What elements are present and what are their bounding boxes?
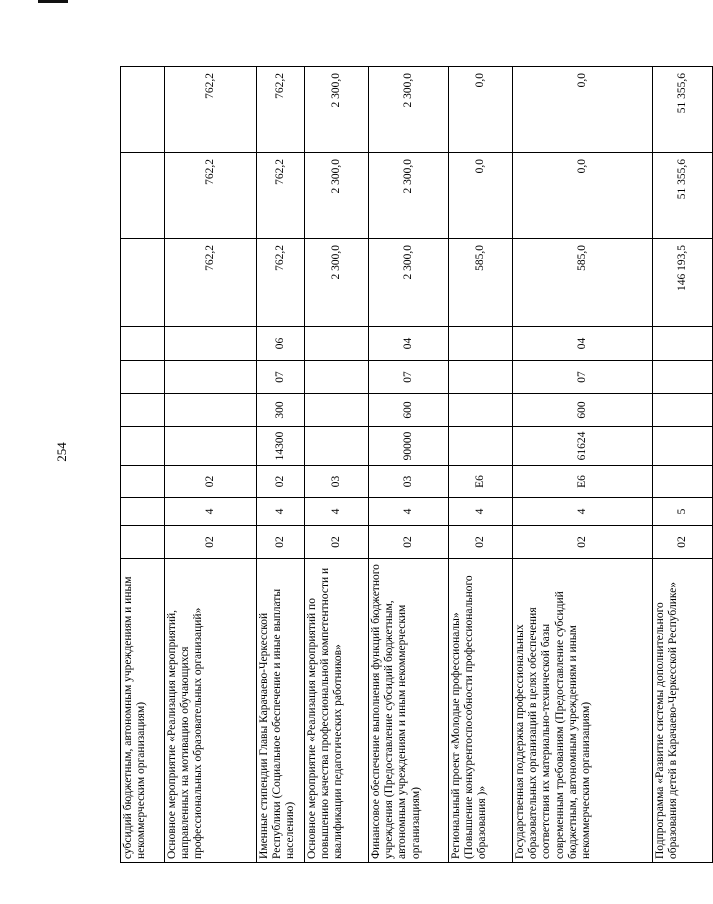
activity-code-cell: 03 xyxy=(305,466,369,498)
row-name-cell: Финансовое обеспечение выполнения функций бюджетного учреждения (Предоставление субсидий бюджетным, автономным учреждениям и иным некоммерческим организациям) xyxy=(369,559,449,863)
expense-type-cell: 300 xyxy=(257,394,305,427)
direction-code-cell: 90000 xyxy=(369,427,449,466)
value-year-3-cell: 0,0 xyxy=(513,67,653,153)
value-year-1-cell: 2 300,0 xyxy=(369,239,449,327)
section-cell: 07 xyxy=(513,361,653,394)
direction-code-cell: 61624 xyxy=(513,427,653,466)
value-year-3-cell xyxy=(121,67,165,153)
program-code-cell: 02 xyxy=(369,526,449,559)
activity-code-cell: 02 xyxy=(257,466,305,498)
row-name-cell: Именные стипендии Главы Карачаево-Черкесской Республики (Социальное обеспечение и иные выплаты населению) xyxy=(257,559,305,863)
subprogram-code-cell: 4 xyxy=(369,498,449,526)
subsection-cell: 04 xyxy=(369,327,449,361)
value-year-3-cell: 2 300,0 xyxy=(369,67,449,153)
program-code-cell: 02 xyxy=(257,526,305,559)
value-year-3-cell: 762,2 xyxy=(257,67,305,153)
value-year-2-cell: 0,0 xyxy=(513,153,653,239)
section-cell xyxy=(305,361,369,394)
section-cell: 07 xyxy=(369,361,449,394)
table-row xyxy=(653,67,713,863)
value-year-1-cell: 762,2 xyxy=(165,239,257,327)
row-name-cell: субсидий бюджетным, автономным учреждениям и иным некоммерческим организациям) xyxy=(121,559,165,863)
value-year-1-cell: 585,0 xyxy=(513,239,653,327)
table-row xyxy=(513,67,653,863)
subprogram-code-cell: 4 xyxy=(305,498,369,526)
row-name-cell: Государственная поддержка профессиональных образовательных организаций в целях обеспечения соответствия их материально-технической базы современным требованиям (Предоставление субсидий бюджетным, автономным учреждениям и иным некоммерческим организациям) xyxy=(513,559,653,863)
activity-code-cell xyxy=(121,466,165,498)
subsection-cell: 06 xyxy=(257,327,305,361)
subsection-cell: 04 xyxy=(513,327,653,361)
value-year-1-cell xyxy=(121,239,165,327)
program-code-cell: 02 xyxy=(513,526,653,559)
value-year-2-cell: 51 355,6 xyxy=(653,153,713,239)
value-year-2-cell: 762,2 xyxy=(257,153,305,239)
subsection-cell xyxy=(121,327,165,361)
table-row xyxy=(305,67,369,863)
subprogram-code-cell xyxy=(121,498,165,526)
value-year-1-cell: 762,2 xyxy=(257,239,305,327)
value-year-3-cell: 0,0 xyxy=(449,67,513,153)
subprogram-code-cell: 5 xyxy=(653,498,713,526)
section-cell xyxy=(653,361,713,394)
activity-code-cell: 02 xyxy=(165,466,257,498)
table-body xyxy=(121,67,713,863)
section-cell xyxy=(165,361,257,394)
program-code-cell: 02 xyxy=(165,526,257,559)
activity-code-cell xyxy=(653,466,713,498)
activity-code-cell: 03 xyxy=(369,466,449,498)
value-year-3-cell: 762,2 xyxy=(165,67,257,153)
table-row xyxy=(449,67,513,863)
row-name-cell: Региональный проект «Молодые профессионалы» (Повышение конкурентоспособности профессионального образования )» xyxy=(449,559,513,863)
subprogram-code-cell: 4 xyxy=(165,498,257,526)
table-row xyxy=(369,67,449,863)
budget-table-container xyxy=(120,67,688,863)
table-row xyxy=(257,67,305,863)
value-year-3-cell: 51 355,6 xyxy=(653,67,713,153)
subprogram-code-cell: 4 xyxy=(513,498,653,526)
program-code-cell: 02 xyxy=(653,526,713,559)
scan-mark xyxy=(38,0,68,3)
rotated-page-content xyxy=(120,67,688,863)
value-year-2-cell: 762,2 xyxy=(165,153,257,239)
subsection-cell xyxy=(305,327,369,361)
section-cell: 07 xyxy=(257,361,305,394)
subprogram-code-cell: 4 xyxy=(449,498,513,526)
table-row xyxy=(165,67,257,863)
expense-type-cell xyxy=(305,394,369,427)
row-name-cell: Подпрограмма «Развитие системы дополнительного образования детей в Карачаево-Черкесской Республике» xyxy=(653,559,713,863)
value-year-2-cell: 2 300,0 xyxy=(305,153,369,239)
budget-table xyxy=(120,66,713,863)
direction-code-cell xyxy=(305,427,369,466)
table-row xyxy=(121,67,165,863)
expense-type-cell xyxy=(165,394,257,427)
program-code-cell: 02 xyxy=(305,526,369,559)
subsection-cell xyxy=(449,327,513,361)
value-year-1-cell: 2 300,0 xyxy=(305,239,369,327)
value-year-1-cell: 585,0 xyxy=(449,239,513,327)
subsection-cell xyxy=(165,327,257,361)
expense-type-cell xyxy=(653,394,713,427)
expense-type-cell: 600 xyxy=(513,394,653,427)
value-year-2-cell xyxy=(121,153,165,239)
subsection-cell xyxy=(653,327,713,361)
direction-code-cell xyxy=(165,427,257,466)
value-year-1-cell: 146 193,5 xyxy=(653,239,713,327)
page-number: 254 xyxy=(54,442,69,462)
expense-type-cell: 600 xyxy=(369,394,449,427)
value-year-2-cell: 2 300,0 xyxy=(369,153,449,239)
direction-code-cell: 14300 xyxy=(257,427,305,466)
subprogram-code-cell: 4 xyxy=(257,498,305,526)
expense-type-cell xyxy=(449,394,513,427)
program-code-cell: 02 xyxy=(449,526,513,559)
section-cell xyxy=(121,361,165,394)
activity-code-cell: Е6 xyxy=(513,466,653,498)
direction-code-cell xyxy=(653,427,713,466)
program-code-cell xyxy=(121,526,165,559)
value-year-3-cell: 2 300,0 xyxy=(305,67,369,153)
direction-code-cell xyxy=(121,427,165,466)
direction-code-cell xyxy=(449,427,513,466)
row-name-cell: Основное мероприятие «Реализация мероприятий, направленных на мотивацию обучающихся профессиональных образовательных организаций» xyxy=(165,559,257,863)
row-name-cell: Основное мероприятие «Реализация мероприятий по повышению качества профессиональной компетентности и квалификации педагогических работников» xyxy=(305,559,369,863)
activity-code-cell: Е6 xyxy=(449,466,513,498)
section-cell xyxy=(449,361,513,394)
value-year-2-cell: 0,0 xyxy=(449,153,513,239)
expense-type-cell xyxy=(121,394,165,427)
